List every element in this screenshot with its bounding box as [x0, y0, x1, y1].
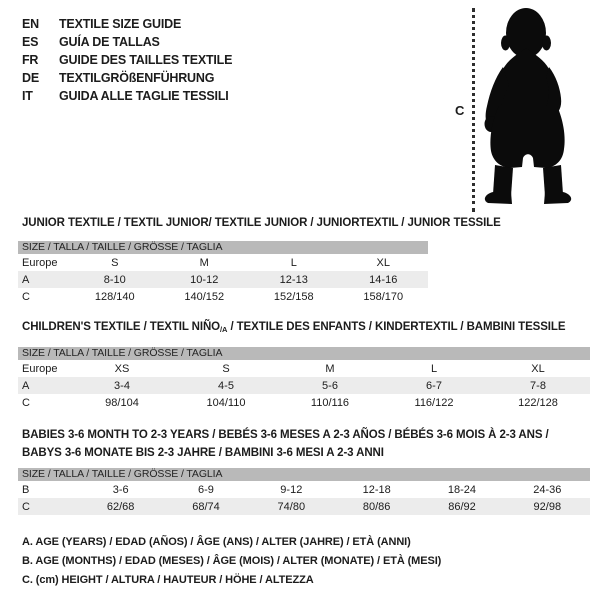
table-cell: XL: [531, 362, 545, 375]
language-code: ES: [22, 35, 39, 49]
children-size-table: [18, 347, 590, 411]
babies-section-title: [22, 426, 549, 462]
children-title-pre: CHILDREN'S TEXTILE / TEXTIL NIÑO: [22, 321, 221, 333]
guide-title-de: TEXTILGRÖßENFÜHRUNG: [59, 71, 215, 85]
table-cell: 86/92: [448, 500, 476, 513]
language-row-es: [22, 33, 232, 51]
table-cell: 122/128: [518, 396, 558, 409]
table-cell: 14-16: [369, 273, 398, 286]
babies-title-line2: BABYS 3-6 MONATE BIS 2-3 JAHRE / BAMBINI 3-6 MESI A 2-3 ANNI: [22, 447, 384, 459]
size-header-bar: SIZE / TALLA / TAILLE / GRÖSSE / TAGLIA: [18, 347, 590, 360]
table-cell: 6-9: [198, 483, 214, 496]
table-cell: 98/104: [105, 396, 139, 409]
table-cell: 10-12: [190, 273, 219, 286]
table-row-age: [18, 271, 428, 288]
junior-section-title: JUNIOR TEXTILE / TEXTIL JUNIOR/ TEXTILE JUNIOR / JUNIORTEXTIL / JUNIOR TESSILE: [22, 217, 501, 229]
children-section-title: [22, 321, 565, 334]
table-cell: 7-8: [530, 379, 546, 392]
language-row-en: [22, 15, 232, 33]
children-title-post: / TEXTILE DES ENFANTS / KINDERTEXTIL / BAMBINI TESSILE: [227, 321, 566, 333]
table-cell: L: [430, 362, 438, 375]
language-code: DE: [22, 71, 39, 85]
language-code: IT: [22, 89, 33, 103]
guide-title-it: GUIDA ALLE TAGLIE TESSILI: [59, 89, 229, 103]
table-cell: 12-13: [279, 273, 308, 286]
legend-footnotes: [22, 533, 441, 590]
footnote-age-years: A. AGE (YEARS) / EDAD (AÑOS) / ÂGE (ANS) / ALTER (JAHRE) / ETÀ (ANNI): [22, 536, 411, 548]
table-cell: 80/86: [362, 500, 391, 513]
table-row-height: [18, 394, 590, 411]
row-label: A: [22, 273, 30, 286]
table-cell: 104/110: [206, 396, 246, 409]
table-cell: 18-24: [447, 483, 477, 496]
table-row-age: [18, 377, 590, 394]
language-row-fr: [22, 51, 232, 69]
table-cell: XS: [114, 362, 130, 375]
babies-size-table: [18, 468, 590, 515]
height-measure-label: C: [455, 103, 465, 118]
row-label: Europe: [22, 362, 58, 375]
table-cell: 128/140: [94, 290, 135, 303]
table-cell: 158/170: [363, 290, 404, 303]
table-cell: 24-36: [533, 483, 562, 496]
table-row-height: [18, 288, 428, 305]
table-cell: S: [111, 256, 119, 269]
table-cell: 4-5: [218, 379, 234, 392]
table-cell: 9-12: [280, 483, 303, 496]
table-cell: 62/68: [106, 500, 135, 513]
footnote-height-cm: C. (cm) HEIGHT / ALTURA / HAUTEUR / HÖHE / ALTEZZA: [22, 574, 314, 586]
junior-size-table: [18, 241, 428, 305]
table-cell: 8-10: [103, 273, 126, 286]
row-label: C: [22, 290, 30, 303]
row-label: A: [22, 379, 30, 392]
table-cell: 116/122: [414, 396, 454, 409]
size-header-bar: SIZE / TALLA / TAILLE / GRÖSSE / TAGLIA: [18, 241, 428, 254]
babies-title-line1: BABIES 3-6 MONTH TO 2-3 YEARS / BEBÉS 3-6 MESES A 2-3 AÑOS / BÉBÉS 3-6 MOIS À 2-3 ANS /: [22, 429, 549, 441]
children-title-subscript: /A: [220, 325, 228, 334]
table-cell: M: [199, 256, 209, 269]
table-cell: 3-6: [112, 483, 129, 496]
table-cell: 92/98: [533, 500, 562, 513]
table-cell: 140/152: [184, 290, 225, 303]
table-cell: 152/158: [273, 290, 314, 303]
height-measure-dotted-line: [472, 8, 475, 212]
table-row-europe: [18, 360, 590, 377]
language-row-it: [22, 87, 232, 105]
table-cell: S: [222, 362, 230, 375]
table-cell: 68/74: [192, 500, 220, 513]
row-label: Europe: [22, 256, 58, 269]
footnote-age-months: B. AGE (MONTHS) / EDAD (MESES) / ÂGE (MOIS) / ALTER (MONATE) / ETÀ (MESI): [22, 555, 442, 567]
row-label: B: [22, 483, 30, 496]
table-cell: 5-6: [322, 379, 338, 392]
table-row-height: [18, 498, 590, 515]
guide-title-en: TEXTILE SIZE GUIDE: [59, 17, 182, 31]
table-cell: L: [290, 256, 297, 269]
table-cell: 3-4: [114, 379, 130, 392]
table-cell: XL: [376, 256, 390, 269]
table-cell: 6-7: [426, 379, 442, 392]
size-header-bar: SIZE / TALLA / TAILLE / GRÖSSE / TAGLIA: [18, 468, 590, 481]
toddler-silhouette-icon: [482, 6, 574, 212]
table-row-months: [18, 481, 590, 498]
language-title-list: [22, 15, 232, 105]
table-cell: 74/80: [277, 500, 306, 513]
table-row-europe: [18, 254, 428, 271]
row-label: C: [22, 396, 30, 409]
table-cell: 110/116: [310, 396, 350, 409]
language-row-de: [22, 69, 232, 87]
table-cell: 12-18: [362, 483, 391, 496]
table-cell: M: [325, 362, 335, 375]
language-code: EN: [22, 17, 39, 31]
row-label: C: [22, 500, 30, 513]
guide-title-fr: GUIDE DES TAILLES TEXTILE: [59, 53, 233, 67]
guide-title-es: GUÍA DE TALLAS: [59, 35, 160, 49]
language-code: FR: [22, 53, 39, 67]
